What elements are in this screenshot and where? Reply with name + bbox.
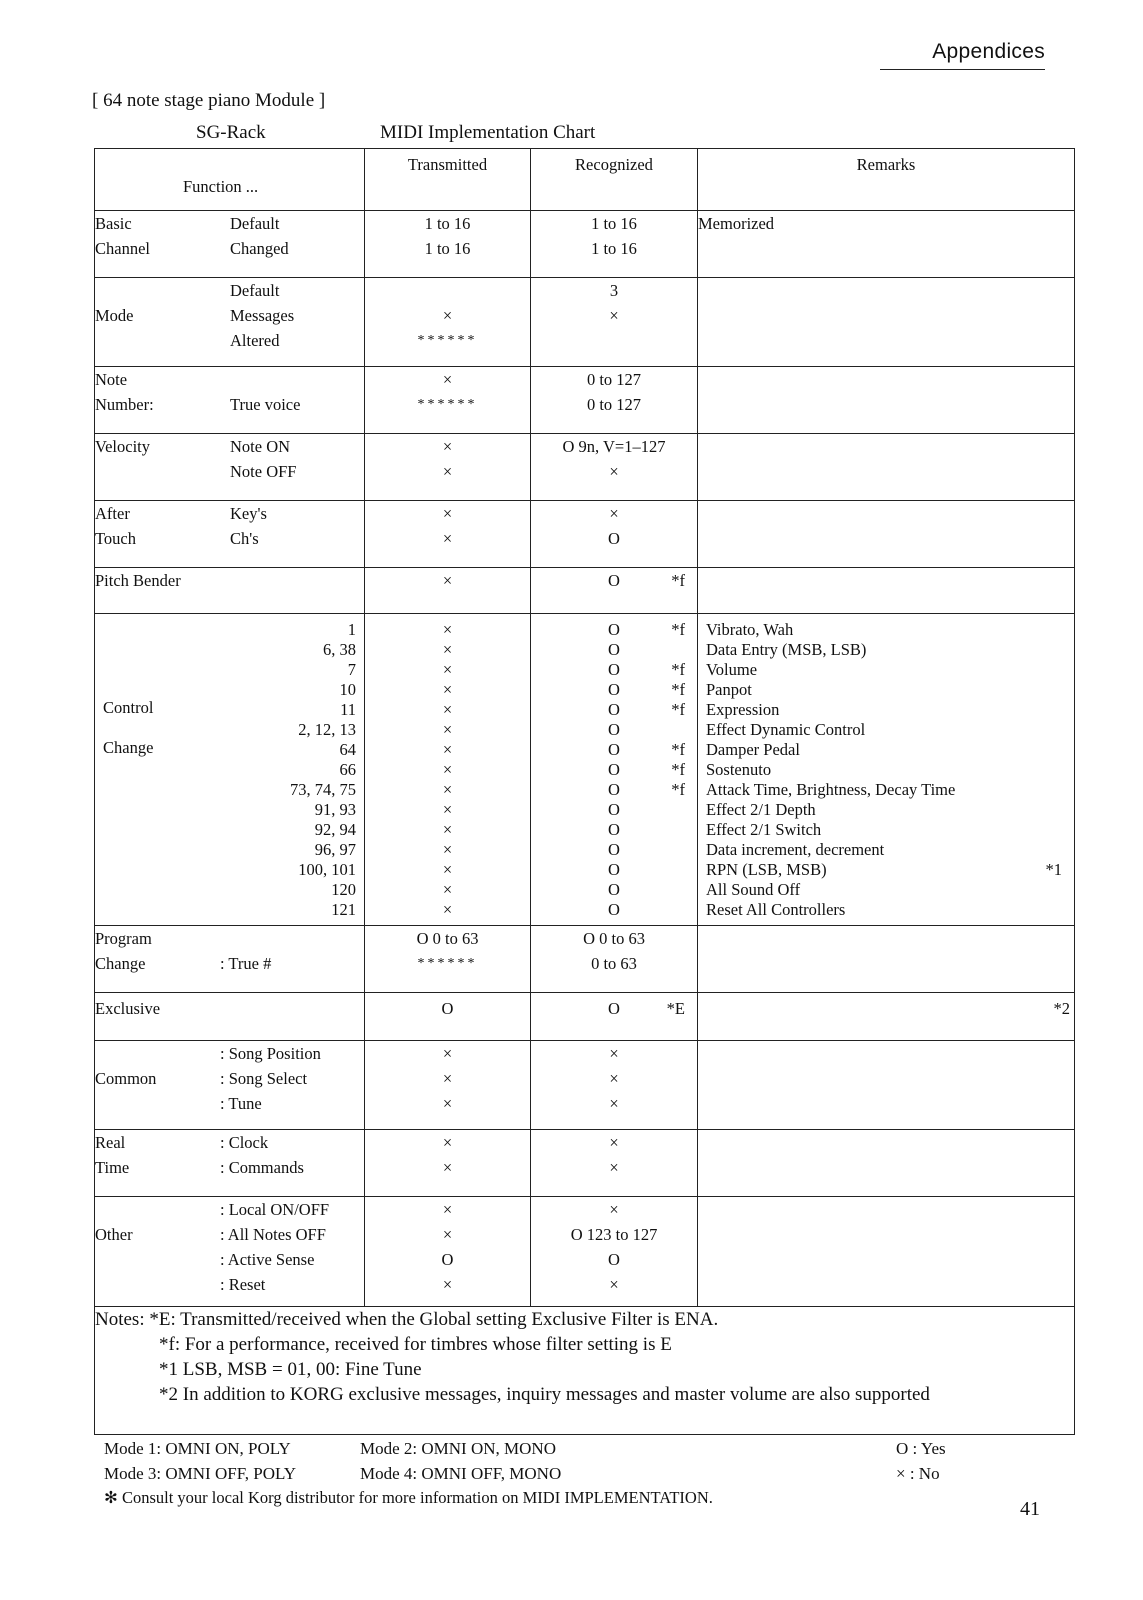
note-line: *1 LSB, MSB = 01, 00: Fine Tune: [159, 1359, 422, 1380]
table-row-program-change: [95, 926, 1075, 993]
recognized-value: ×: [609, 1069, 619, 1088]
legend-mode4: Mode 4: OMNI OFF, MONO: [360, 1464, 562, 1483]
recognized-cell: [531, 1197, 698, 1307]
controller-number: 120: [331, 880, 356, 899]
remarks-cell: [698, 568, 1075, 614]
row-sublabel: : Local ON/OFF: [220, 1200, 330, 1219]
recognized-value: 1 to 16: [591, 214, 637, 233]
function-cell: [95, 568, 365, 614]
remark-text: Memorized: [698, 214, 775, 233]
transmitted-value: ×: [442, 800, 453, 819]
transmitted-value: ******: [417, 397, 478, 412]
transmitted-value: ×: [442, 620, 453, 639]
remarks-cell: [698, 1197, 1075, 1307]
remark-text: Reset All Controllers: [706, 900, 846, 919]
midi-implementation-table: [94, 148, 1075, 1435]
row-label: Touch: [95, 529, 137, 548]
function-cell: [95, 211, 365, 278]
transmitted-value: ×: [442, 1069, 453, 1088]
row-sublabel: Ch's: [230, 529, 259, 548]
remark-text: RPN (LSB, MSB): [706, 860, 827, 879]
transmitted-value: O: [441, 999, 454, 1018]
recognized-value: O: [608, 640, 620, 659]
controller-number: 7: [347, 660, 356, 679]
transmitted-cell: [365, 1041, 531, 1130]
table-row-note-number: [95, 367, 1075, 434]
function-cell: [95, 926, 365, 993]
recognized-value: O: [608, 820, 620, 839]
remark-note: *1: [1045, 860, 1062, 879]
table-header-row: [95, 149, 1075, 211]
table-row-after-touch: [95, 501, 1075, 568]
function-cell: [95, 278, 365, 367]
consult-note: ✻ Consult your local Korg distributor for more information on MIDI IMPLEMENTATION.: [104, 1488, 713, 1507]
remark-text: Effect 2/1 Depth: [706, 800, 816, 819]
remark-text: Attack Time, Brightness, Decay Time: [706, 780, 956, 799]
row-label: Time: [95, 1158, 130, 1177]
recognized-flag: *f: [671, 780, 685, 799]
recognized-cell: [531, 278, 698, 367]
transmitted-cell: [365, 568, 531, 614]
row-label: Velocity: [95, 437, 150, 456]
header-rule: [880, 69, 1045, 70]
controller-number: 92, 94: [314, 820, 356, 839]
recognized-cell: [531, 614, 698, 926]
remarks-cell: [698, 367, 1075, 434]
recognized-value: ×: [609, 1133, 619, 1152]
model-name: SG-Rack: [196, 122, 266, 143]
recognized-value: O 9n, V=1–127: [562, 437, 666, 456]
row-label: Program: [95, 929, 152, 948]
function-cell: [95, 501, 365, 568]
recognized-value: ×: [609, 462, 619, 481]
recognized-value: 0 to 127: [586, 370, 642, 389]
mode-legend: [104, 1436, 1064, 1486]
remark-text: Effect Dynamic Control: [706, 720, 866, 739]
controller-number-list: [95, 614, 364, 920]
remarks-header: Remarks: [856, 155, 916, 174]
table-row-control-change: [95, 614, 1075, 926]
recognized-value: ×: [609, 1094, 619, 1113]
transmitted-cell: [365, 367, 531, 434]
row-sublabel: Default: [230, 281, 280, 300]
row-sublabel: Changed: [230, 239, 289, 258]
page-section-header: Appendices: [932, 40, 1045, 63]
remark-text: All Sound Off: [706, 880, 801, 899]
function-cell: [95, 1041, 365, 1130]
recognized-cell: [531, 211, 698, 278]
transmitted-value: ×: [442, 680, 453, 699]
remark-text: Volume: [706, 660, 758, 679]
remarks-cell: [698, 993, 1075, 1041]
recognized-value: O: [608, 780, 620, 799]
function-cell: [95, 1130, 365, 1197]
row-sublabel: Messages: [230, 306, 295, 325]
transmitted-cell: [365, 1130, 531, 1197]
controller-number: 96, 97: [314, 840, 356, 859]
transmitted-cell: [365, 211, 531, 278]
row-label: Real: [95, 1133, 126, 1152]
remarks-cell: [698, 1130, 1075, 1197]
recognized-value: O 123 to 127: [570, 1225, 658, 1244]
recognized-value: O: [608, 860, 620, 879]
row-sublabel: Note ON: [230, 437, 291, 456]
table-row-exclusive: [95, 993, 1075, 1041]
remark-text: Data increment, decrement: [706, 840, 885, 859]
function-cell: [95, 614, 365, 926]
table-row-real-time: [95, 1130, 1075, 1197]
function-header: Function ...: [183, 177, 259, 196]
controller-number: 121: [331, 900, 356, 919]
row-sublabel: : True #: [220, 954, 272, 973]
recognized-cell: [531, 926, 698, 993]
transmitted-value: O: [441, 1250, 454, 1269]
recognized-value: O: [608, 800, 620, 819]
function-header-cell: [95, 149, 365, 211]
recognized-value: O: [608, 999, 620, 1018]
transmitted-value: ******: [417, 333, 478, 348]
transmitted-value: ×: [442, 720, 453, 739]
recognized-flag: *E: [666, 999, 685, 1018]
transmitted-value: ×: [442, 306, 453, 325]
row-sublabel: Note OFF: [230, 462, 297, 481]
transmitted-value: ×: [442, 1225, 453, 1244]
recognized-flag: *f: [671, 660, 685, 679]
row-sublabel: True voice: [230, 395, 301, 414]
row-label: Common: [95, 1069, 157, 1088]
note-line: *2 In addition to KORG exclusive messages, inquiry messages and master volume are also supported: [159, 1384, 930, 1405]
row-sublabel: : Song Select: [220, 1069, 308, 1088]
row-sublabel: : Song Position: [220, 1044, 321, 1063]
row-sublabel: : All Notes OFF: [220, 1225, 326, 1244]
recognized-value: ×: [609, 306, 619, 325]
recognized-value: O: [608, 720, 620, 739]
recognized-cell: [531, 993, 698, 1041]
page-number: 41: [1020, 1498, 1040, 1520]
row-label: Note: [95, 370, 128, 389]
recognized-value: O: [608, 680, 620, 699]
controller-number: 91, 93: [314, 800, 356, 819]
transmitted-value: ×: [442, 760, 453, 779]
note-line: Notes: *E: Transmitted/received when the Global setting Exclusive Filter is ENA.: [95, 1309, 719, 1330]
recognized-value: O: [608, 840, 620, 859]
recognized-value: O: [608, 620, 620, 639]
recognized-cell: [531, 434, 698, 501]
transmitted-value: ×: [442, 504, 453, 523]
recognized-value: O: [608, 660, 620, 679]
recognized-flag: *f: [671, 740, 685, 759]
transmitted-value: ×: [442, 1275, 453, 1294]
controller-number: 64: [339, 740, 356, 759]
remark-text: Vibrato, Wah: [706, 620, 794, 639]
legend-no: × : No: [896, 1464, 940, 1483]
table-row-velocity: [95, 434, 1075, 501]
transmitted-cell: [365, 993, 531, 1041]
function-cell: [95, 434, 365, 501]
row-sublabel: : Active Sense: [220, 1250, 315, 1269]
controller-number: 11: [340, 700, 356, 719]
recognized-value: ×: [609, 504, 619, 523]
transmitted-value: ×: [442, 700, 453, 719]
transmitted-value: ×: [442, 571, 453, 590]
remarks-header-cell: [698, 149, 1075, 211]
recognized-value: 0 to 63: [591, 954, 637, 973]
table-row-mode: [95, 278, 1075, 367]
recognized-value: ×: [609, 1158, 619, 1177]
row-label: Number:: [95, 395, 154, 414]
row-label: Channel: [95, 239, 150, 258]
transmitted-cell: [365, 1197, 531, 1307]
transmitted-value: ×: [442, 640, 453, 659]
recognized-flag: *f: [671, 760, 685, 779]
transmitted-value: ×: [442, 1158, 453, 1177]
transmitted-value: ×: [442, 660, 453, 679]
transmitted-value: ×: [442, 462, 453, 481]
row-label: Pitch Bender: [95, 571, 181, 590]
recognized-value: ×: [609, 1200, 619, 1219]
recognized-value: O: [608, 529, 620, 548]
transmitted-value: ×: [442, 1044, 453, 1063]
remark-text: Panpot: [706, 680, 752, 699]
transmitted-cell: [365, 501, 531, 568]
transmitted-value: 1 to 16: [424, 239, 471, 258]
legend-mode2: Mode 2: OMNI ON, MONO: [360, 1439, 556, 1458]
controller-number: 1: [347, 620, 356, 639]
transmitted-cell: [365, 926, 531, 993]
row-label: After: [95, 504, 130, 523]
recognized-value: O: [608, 571, 620, 590]
recognized-value: ×: [609, 1044, 619, 1063]
remark-text: Effect 2/1 Switch: [706, 820, 822, 839]
transmitted-value: ******: [417, 956, 478, 971]
recognized-cell: [531, 367, 698, 434]
row-sublabel: : Clock: [220, 1133, 269, 1152]
controller-number: 66: [339, 760, 356, 779]
transmitted-cell: [365, 614, 531, 926]
transmitted-cell: [365, 278, 531, 367]
legend-mode3: Mode 3: OMNI OFF, POLY: [104, 1464, 296, 1483]
recognized-value: 1 to 16: [591, 239, 637, 258]
controller-number: 6, 38: [323, 640, 356, 659]
transmitted-cell: [365, 434, 531, 501]
remark-text: Expression: [706, 700, 780, 719]
remarks-cell: [698, 926, 1075, 993]
function-cell: [95, 367, 365, 434]
remarks-cell: [698, 434, 1075, 501]
recognized-flag: *f: [671, 571, 685, 590]
row-label: Mode: [95, 306, 134, 325]
transmitted-value: ×: [442, 820, 453, 839]
transmitted-value: ×: [442, 1133, 453, 1152]
transmitted-value: ×: [442, 1200, 453, 1219]
recognized-cell: [531, 501, 698, 568]
transmitted-value: ×: [442, 437, 453, 456]
remarks-list: [698, 614, 1074, 920]
recognized-value: O: [608, 900, 620, 919]
remark-note: *2: [1053, 999, 1070, 1018]
recognized-value: O: [608, 1250, 620, 1269]
recognized-value: ×: [609, 1275, 619, 1294]
remarks-cell: [698, 211, 1075, 278]
transmitted-value: O 0 to 63: [416, 929, 479, 948]
recognized-value: O 0 to 63: [583, 929, 645, 948]
table-row-basic-channel: [95, 211, 1075, 278]
transmitted-value: ×: [442, 370, 453, 389]
table-row-other: [95, 1197, 1075, 1307]
recognized-value: O: [608, 740, 620, 759]
function-cell: [95, 993, 365, 1041]
recognized-value: 3: [609, 281, 619, 300]
remark-text: Sostenuto: [706, 760, 772, 779]
transmitted-value: ×: [442, 860, 453, 879]
recognized-cell: [531, 568, 698, 614]
remark-text: Damper Pedal: [706, 740, 800, 759]
recognized-header: Recognized: [575, 155, 653, 174]
recognized-value: O: [608, 880, 620, 899]
remarks-cell: [698, 1041, 1075, 1130]
table-row-common: [95, 1041, 1075, 1130]
row-label: Change: [95, 954, 146, 973]
table-row-notes: [95, 1307, 1075, 1435]
transmitted-header-cell: [365, 149, 531, 211]
transmitted-header: Transmitted: [407, 155, 488, 174]
row-label: Other: [95, 1225, 133, 1244]
controller-number: 73, 74, 75: [290, 780, 356, 799]
controller-number: 10: [339, 680, 356, 699]
recognized-cell: [531, 1041, 698, 1130]
transmitted-list: [365, 614, 530, 920]
row-label: Exclusive: [95, 999, 161, 1018]
recognized-cell: [531, 1130, 698, 1197]
recognized-value: O: [608, 760, 620, 779]
remarks-cell: [698, 501, 1075, 568]
notes-cell: [95, 1307, 1075, 1435]
transmitted-value: ×: [442, 900, 453, 919]
row-sublabel: Key's: [230, 504, 267, 523]
recognized-value: 0 to 127: [586, 395, 642, 414]
legend-yes: O : Yes: [896, 1439, 946, 1458]
controller-number: 100, 101: [298, 860, 356, 879]
note-line: *f: For a performance, received for timbres whose filter setting is E: [159, 1334, 672, 1355]
function-cell: [95, 1197, 365, 1307]
row-sublabel: : Commands: [220, 1158, 304, 1177]
row-label: Change: [103, 738, 154, 757]
remark-text: Data Entry (MSB, LSB): [706, 640, 867, 659]
row-sublabel: : Reset: [220, 1275, 266, 1294]
recognized-list: [531, 614, 697, 920]
transmitted-value: ×: [442, 840, 453, 859]
legend-mode1: Mode 1: OMNI ON, POLY: [104, 1439, 291, 1458]
module-title: [ 64 note stage piano Module ]: [92, 90, 326, 111]
transmitted-value: ×: [442, 740, 453, 759]
remarks-cell: [698, 278, 1075, 367]
table-row-pitch-bender: [95, 568, 1075, 614]
row-sublabel: : Tune: [220, 1094, 262, 1113]
transmitted-value: ×: [442, 880, 453, 899]
controller-number: 2, 12, 13: [298, 720, 356, 739]
recognized-flag: *f: [671, 700, 685, 719]
transmitted-value: ×: [442, 780, 453, 799]
row-sublabel: Default: [230, 214, 280, 233]
transmitted-value: 1 to 16: [424, 214, 471, 233]
recognized-value: O: [608, 700, 620, 719]
chart-title: MIDI Implementation Chart: [380, 122, 596, 143]
recognized-header-cell: [531, 149, 698, 211]
row-sublabel: Altered: [230, 331, 280, 350]
remarks-cell: [698, 614, 1075, 926]
recognized-flag: *f: [671, 680, 685, 699]
transmitted-value: ×: [442, 529, 453, 548]
row-label: Basic: [95, 214, 132, 233]
row-label: Control: [103, 698, 154, 717]
transmitted-value: ×: [442, 1094, 453, 1113]
recognized-flag: *f: [671, 620, 685, 639]
